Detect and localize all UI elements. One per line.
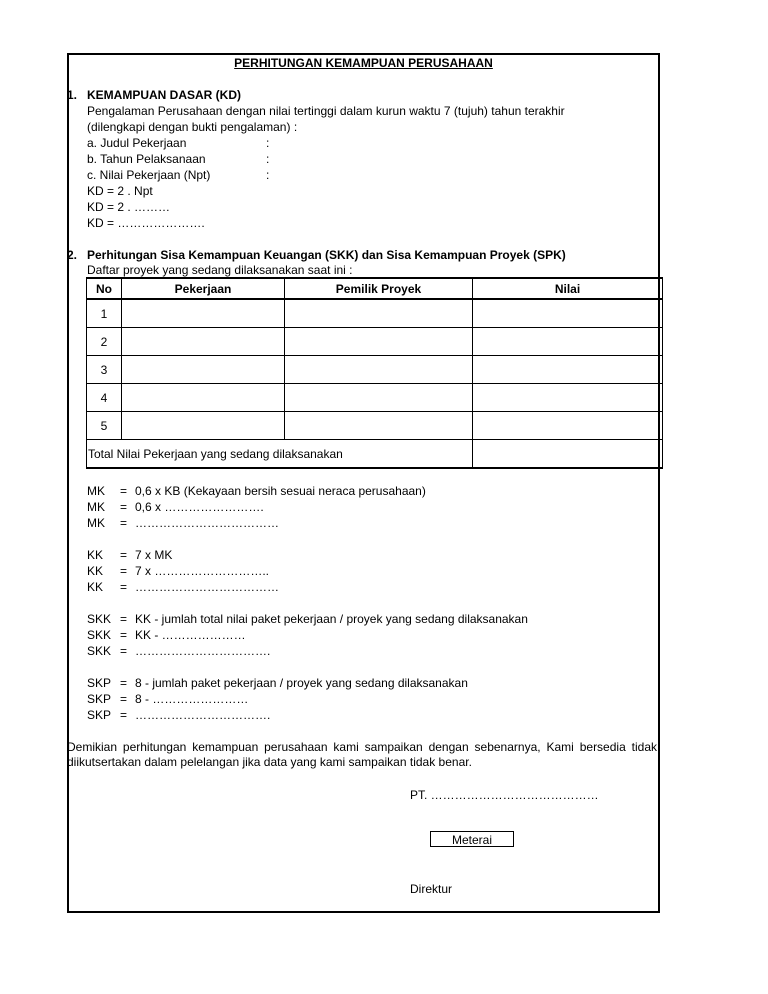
- formula-value: 7 x ………………………..: [135, 564, 270, 578]
- section2-heading: Perhitungan Sisa Kemampuan Keuangan (SKK) dan Sisa Kemampuan Proyek (SPK): [87, 248, 566, 262]
- cell-pekerjaan[interactable]: [122, 384, 285, 412]
- formula-label: SKP: [87, 708, 112, 722]
- table-row: [87, 299, 663, 328]
- kk-line-2: [87, 564, 269, 578]
- formula-value: 7 x MK: [135, 548, 173, 562]
- header-nilai: Nilai: [473, 278, 663, 299]
- formula-label: MK: [87, 500, 105, 514]
- formula-equals: =: [120, 548, 128, 562]
- row-number: 4: [87, 384, 122, 412]
- signatory-role: Direktur: [410, 882, 453, 896]
- formula-value: 8 - jumlah paket pekerjaan / proyek yang sedang dilaksanakan: [135, 676, 468, 690]
- cell-nilai[interactable]: [473, 384, 663, 412]
- formula-equals: =: [120, 564, 128, 578]
- formula-value: KK - jumlah total nilai paket pekerjaan / proyek yang sedang dilaksanakan: [135, 612, 528, 626]
- formula-equals: =: [120, 516, 128, 530]
- cell-pekerjaan[interactable]: [122, 412, 285, 440]
- table-row: [87, 328, 663, 356]
- section1-heading: KEMAMPUAN DASAR (KD): [87, 88, 241, 102]
- formula-equals: =: [120, 484, 128, 498]
- header-no: No: [87, 278, 122, 299]
- table-header-row: [87, 278, 663, 299]
- cell-pekerjaan[interactable]: [122, 356, 285, 384]
- item-nilai-label: c. Nilai Pekerjaan (Npt): [87, 168, 211, 182]
- cell-nilai[interactable]: [473, 299, 663, 328]
- skp-line-3: [87, 708, 270, 722]
- row-number: 1: [87, 299, 122, 328]
- closing-statement: Demikian perhitungan kemampuan perusahaan kami sampaikan dengan sebenarnya, Kami bersedia tidak diikutsertakan dalam pelelangan jika data yang kami sampaikan tidak benar.: [67, 740, 657, 769]
- item-tahun-label: b. Tahun Pelaksanaan: [87, 152, 206, 166]
- formula-label: KK: [87, 580, 104, 594]
- cell-pemilik-proyek[interactable]: [285, 412, 473, 440]
- table-row: [87, 384, 663, 412]
- formula-label: MK: [87, 484, 105, 498]
- formula-value: ………………………………: [135, 516, 279, 530]
- item-tahun-colon: :: [266, 152, 270, 166]
- formula-value: 8 - ……………………: [135, 692, 249, 706]
- table-row: [87, 412, 663, 440]
- project-table: [86, 277, 663, 469]
- company-name-line: PT. ……………………………………: [410, 788, 599, 802]
- cell-pekerjaan[interactable]: [122, 328, 285, 356]
- kd-formula-line3: KD = ………………….: [87, 216, 205, 230]
- page-title: PERHITUNGAN KEMAMPUAN PERUSAHAAN: [234, 56, 493, 70]
- formula-equals: =: [120, 628, 128, 642]
- cell-pekerjaan[interactable]: [122, 299, 285, 328]
- skp-line-1: [87, 676, 468, 690]
- item-nilai-colon: :: [266, 168, 270, 182]
- formula-equals: =: [120, 676, 128, 690]
- cell-pemilik-proyek[interactable]: [285, 299, 473, 328]
- item-judul-label: a. Judul Pekerjaan: [87, 136, 187, 150]
- kk-line-3: [87, 580, 279, 594]
- formula-label: KK: [87, 564, 104, 578]
- skp-line-2: [87, 692, 248, 706]
- formula-label: MK: [87, 516, 105, 530]
- row-number: 5: [87, 412, 122, 440]
- formula-equals: =: [120, 708, 128, 722]
- kk-line-1: [87, 548, 172, 562]
- formula-value: 0,6 x KB (Kekayaan bersih sesuai neraca perusahaan): [135, 484, 426, 498]
- formula-label: SKK: [87, 612, 112, 626]
- item-judul-colon: :: [266, 136, 270, 150]
- table-row: [87, 356, 663, 384]
- row-number: 2: [87, 328, 122, 356]
- formula-value: …………………………….: [135, 708, 271, 722]
- header-pekerjaan: Pekerjaan: [122, 278, 285, 299]
- formula-label: SKP: [87, 676, 112, 690]
- mk-line-1: [87, 484, 426, 498]
- section1-number: 1.: [67, 88, 78, 102]
- formula-value: 0,6 x …………………….: [135, 500, 264, 514]
- formula-value: …………………………….: [135, 644, 271, 658]
- mk-line-2: [87, 500, 264, 514]
- header-pemilik-proyek: Pemilik Proyek: [285, 278, 473, 299]
- mk-line-3: [87, 516, 279, 530]
- section1-intro-line1: Pengalaman Perusahaan dengan nilai tertinggi dalam kurun waktu 7 (tujuh) tahun terakhir: [87, 104, 565, 118]
- cell-pemilik-proyek[interactable]: [285, 384, 473, 412]
- cell-nilai[interactable]: [473, 328, 663, 356]
- row-number: 3: [87, 356, 122, 384]
- formula-equals: =: [120, 612, 128, 626]
- skk-line-2: [87, 628, 246, 642]
- formula-equals: =: [120, 644, 128, 658]
- cell-pemilik-proyek[interactable]: [285, 356, 473, 384]
- cell-total-nilai[interactable]: [473, 440, 663, 469]
- cell-nilai[interactable]: [473, 356, 663, 384]
- form-page: [67, 53, 660, 913]
- formula-label: SKK: [87, 628, 112, 642]
- section1-intro-line2: (dilengkapi dengan bukti pengalaman) :: [87, 120, 298, 134]
- formula-value: ………………………………: [135, 580, 279, 594]
- formula-equals: =: [120, 692, 128, 706]
- total-label: Total Nilai Pekerjaan yang sedang dilaksanakan: [87, 440, 473, 469]
- section2-subheading: Daftar proyek yang sedang dilaksanakan saat ini :: [87, 263, 353, 277]
- cell-nilai[interactable]: [473, 412, 663, 440]
- kd-formula-line2: KD = 2 . ………: [87, 200, 171, 214]
- table-total-row: [87, 440, 663, 469]
- cell-pemilik-proyek[interactable]: [285, 328, 473, 356]
- formula-equals: =: [120, 580, 128, 594]
- formula-label: SKK: [87, 644, 112, 658]
- section2-number: 2.: [67, 248, 78, 262]
- kd-formula-line1: KD = 2 . Npt: [87, 184, 153, 198]
- meterai-stamp-box: Meterai: [430, 831, 514, 847]
- formula-equals: =: [120, 500, 128, 514]
- skk-line-1: [87, 612, 528, 626]
- skk-line-3: [87, 644, 270, 658]
- formula-value: KK - …………………: [135, 628, 246, 642]
- formula-label: SKP: [87, 692, 112, 706]
- formula-label: KK: [87, 548, 104, 562]
